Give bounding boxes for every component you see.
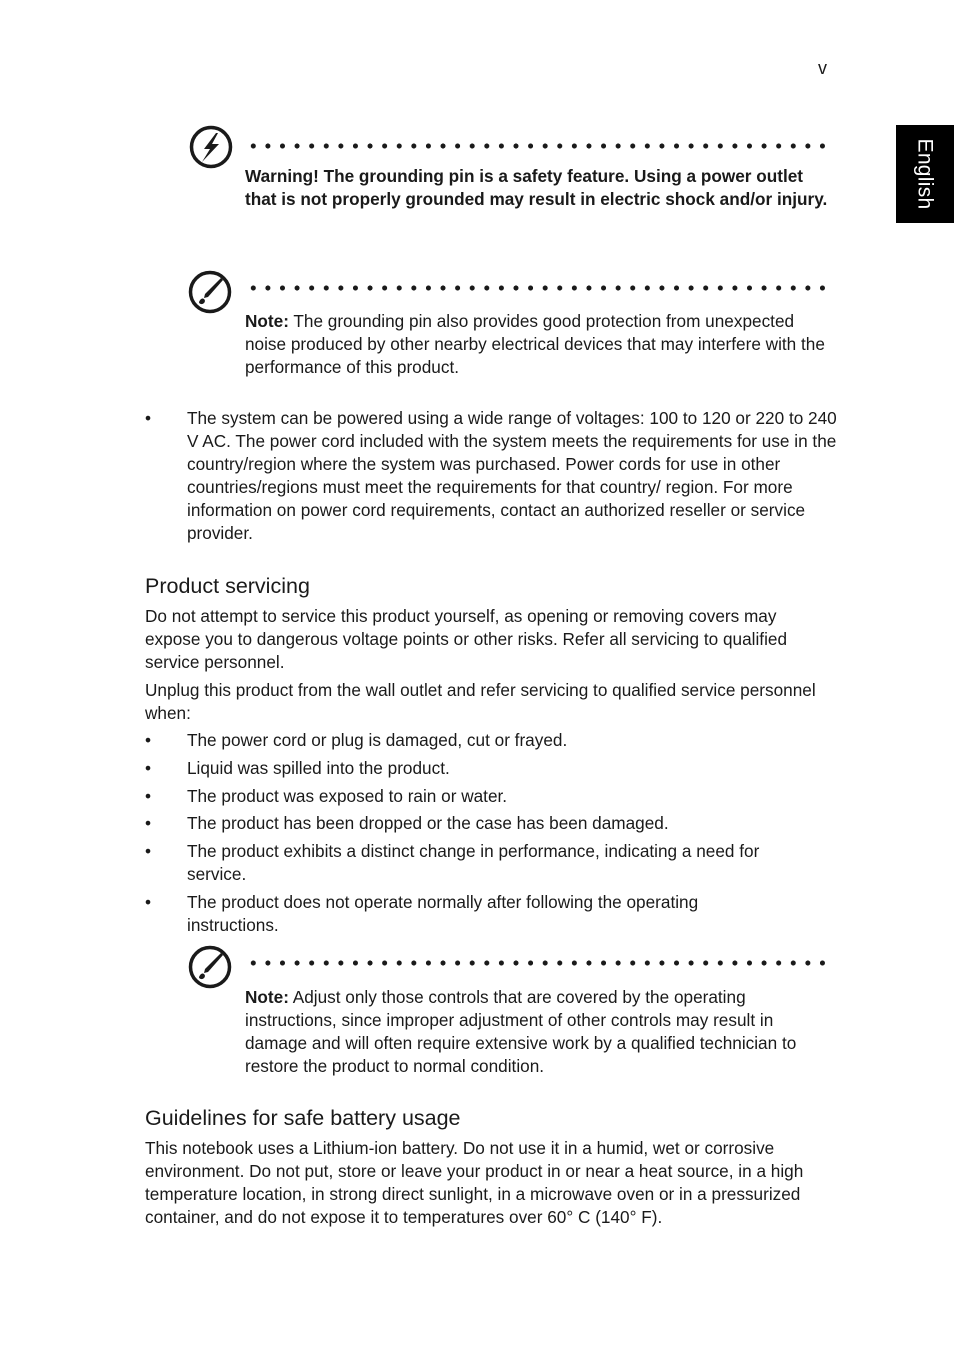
bullet-marker: • <box>145 892 152 912</box>
battery-paragraph: This notebook uses a Lithium-ion battery. Do not use it in a humid, wet or corrosive environment. Do not put, store or leave your product in or near a heat source, in a high temperature location, in strong direct sunlight, in a microwave oven or in a pressurized container, and do not expose it to temperatures over 60° C (140° F). <box>145 1138 804 1227</box>
servicing-bullet: The power cord or plug is damaged, cut or frayed. <box>187 730 568 750</box>
note-pen-icon <box>188 270 232 314</box>
note-2-body: Adjust only those controls that are covered by the operating instructions, since improper adjustment of other controls may result in damage and will often require extensive work by a qualified technician to restore the product to normal condition. <box>245 987 797 1076</box>
servicing-bullet: The product has been dropped or the case has been damaged. <box>187 813 669 833</box>
servicing-paragraph-1: Do not attempt to service this product yourself, as opening or removing covers may expose you to dangerous voltage points or other risks. Refer all servicing to qualified service personnel. <box>145 606 788 672</box>
servicing-bullet: The product exhibits a distinct change in performance, indicating a need for service. <box>187 841 760 884</box>
page-number: v <box>818 58 827 78</box>
bullet-marker: • <box>145 786 152 806</box>
note-pen-icon <box>188 945 232 989</box>
dotted-divider <box>246 960 830 966</box>
battery-guidelines-heading: Guidelines for safe battery usage <box>145 1106 461 1130</box>
dotted-divider <box>246 143 830 149</box>
bullet-marker: • <box>145 758 152 778</box>
servicing-bullet: The product was exposed to rain or water. <box>187 786 508 806</box>
bullet-marker: • <box>145 730 152 750</box>
language-tab <box>896 125 954 223</box>
servicing-paragraph-2: Unplug this product from the wall outlet and refer servicing to qualified service personnel when: <box>145 680 816 723</box>
servicing-bullet: Liquid was spilled into the product. <box>187 758 450 778</box>
bullet-marker: • <box>145 813 152 833</box>
dotted-divider <box>246 285 830 291</box>
voltage-bullet-text: The system can be powered using a wide range of voltages: 100 to 120 or 220 to 240 V AC. The power cord included with the system meets the requirements for use in the country/region where the system was purchased. Power cords for use in other countries/regions must meet the requirements for that country/ region. For more information on power cord requirements, contact an authorized reseller or service provider. <box>187 408 837 543</box>
note-1-body: The grounding pin also provides good protection from unexpected noise produced by other nearby electrical devices that may interfere with the performance of this product. <box>245 311 825 377</box>
note-1-text <box>245 310 835 379</box>
product-servicing-heading: Product servicing <box>145 574 310 598</box>
bullet-marker: • <box>145 408 152 428</box>
note-label: Note: <box>245 311 289 331</box>
lightning-warning-icon <box>189 125 233 169</box>
language-tab-label: English <box>913 138 937 210</box>
servicing-bullet: The product does not operate normally after following the operating instructions. <box>187 892 699 935</box>
note-label: Note: <box>245 987 289 1007</box>
bullet-marker: • <box>145 841 152 861</box>
note-2-text <box>245 986 820 1078</box>
warning-text: Warning! The grounding pin is a safety feature. Using a power outlet that is not properly grounded may result in electric shock and/or injury. <box>245 166 828 209</box>
